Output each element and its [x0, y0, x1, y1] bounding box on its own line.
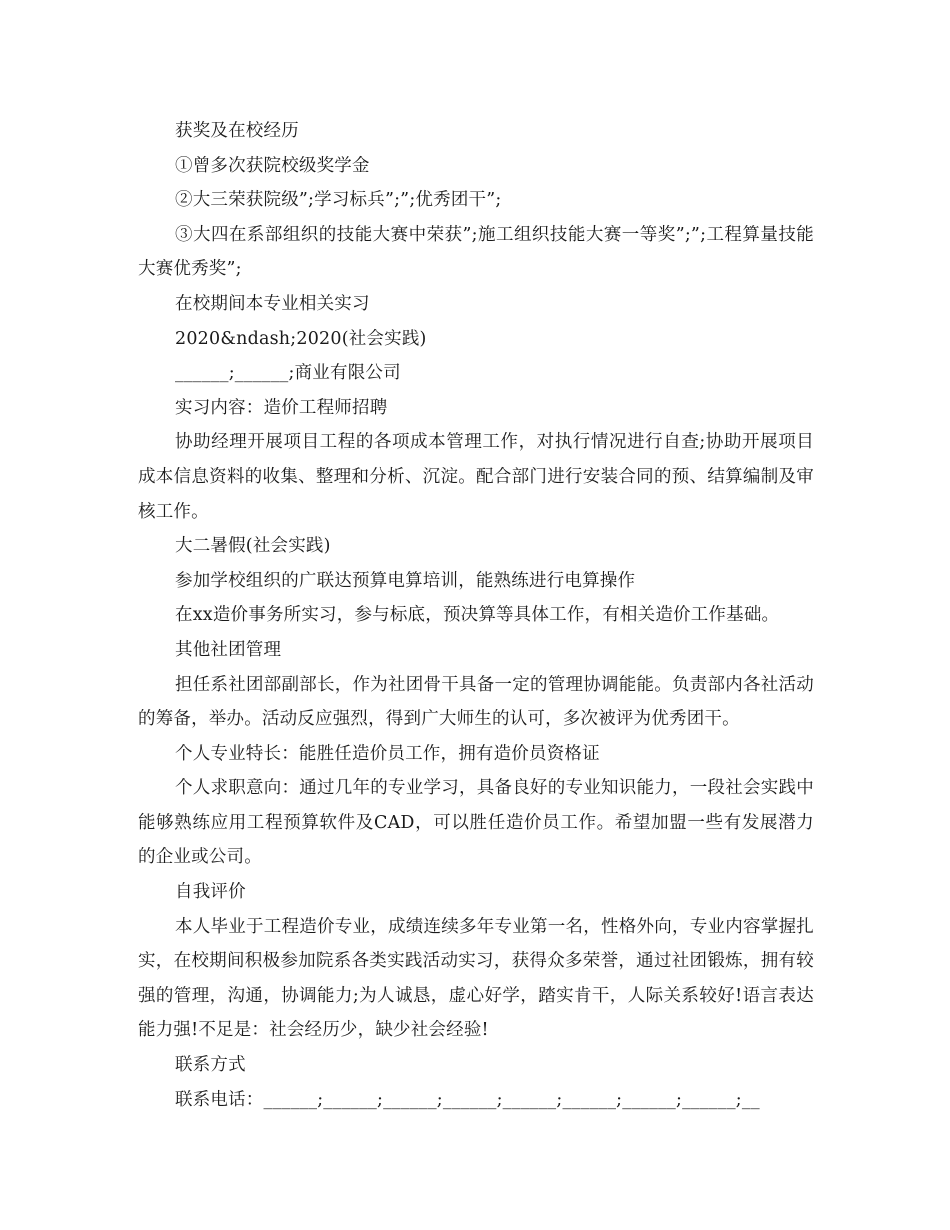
summer-practice-training: 参加学校组织的广联达预算电算培训，能熟练进行电算操作	[175, 570, 636, 591]
section-heading-awards: 获奖及在校经历	[175, 121, 299, 141]
internship-role: 实习内容：造价工程师招聘	[175, 397, 388, 418]
job-intention: 个人求职意向：通过几年的专业学习，具备良好的专业知识能力，一段社会实践中能够熟练应用工程预算软件及CAD，可以胜任造价员工作。希望加盟一些有发展潜力的企业或公司。	[138, 778, 814, 868]
award-item-2: ②大三荣获院级”;学习标兵”;”;优秀团干”;	[175, 190, 502, 211]
summer-practice-internship: 在xx造价事务所实习，参与标底，预决算等具体工作，有相关造价工作基础。	[175, 605, 780, 626]
self-evaluation-text: 本人毕业于工程造价专业，成绩连续多年专业第一名，性格外向，专业内容掌握扎实，在校期间积极参加院系各类实践活动实习，获得众多荣誉，通过社团锻炼，拥有较强的管理，沟通，协调能力;为人诚恳，虚心好学，踏实肯干，人际关系较好!语言表达能力强!不足是：社会经历少，缺少社会经验!	[138, 916, 814, 1041]
document-body	[138, 114, 814, 1117]
award-item-1: ①曾多次获院校级奖学金	[175, 155, 370, 176]
internship-period: 2020&ndash;2020(社会实践)	[175, 328, 427, 349]
summer-practice-heading: 大二暑假(社会实践)	[175, 536, 331, 557]
internship-description: 协助经理开展项目工程的各项成本管理工作，对执行情况进行自查;协助开展项目成本信息资料的收集、整理和分析、沉淀。配合部门进行安装合同的预、结算编制及审核工作。	[138, 432, 814, 522]
club-description: 担任系社团部副部长，作为社团骨干具备一定的管理协调能能。负责部内各社活动的筹备，举办。活动反应强烈，得到广大师生的认可，多次被评为优秀团干。	[138, 674, 814, 730]
personal-specialty: 个人专业特长：能胜任造价员工作，拥有造价员资格证	[175, 743, 600, 764]
section-heading-internship: 在校期间本专业相关实习	[175, 293, 370, 314]
section-heading-contact: 联系方式	[175, 1055, 246, 1076]
section-heading-self-evaluation: 自我评价	[175, 882, 246, 903]
contact-phone: 联系电话：______;______;______;______;______;______;______;______;__	[175, 1089, 760, 1110]
internship-company: ______;______;商业有限公司	[175, 363, 401, 384]
section-heading-club: 其他社团管理	[175, 639, 282, 660]
award-item-3: ③大四在系部组织的技能大赛中荣获”;施工组织技能大赛一等奖”;”;工程算量技能大赛优秀奖”;	[138, 224, 814, 280]
